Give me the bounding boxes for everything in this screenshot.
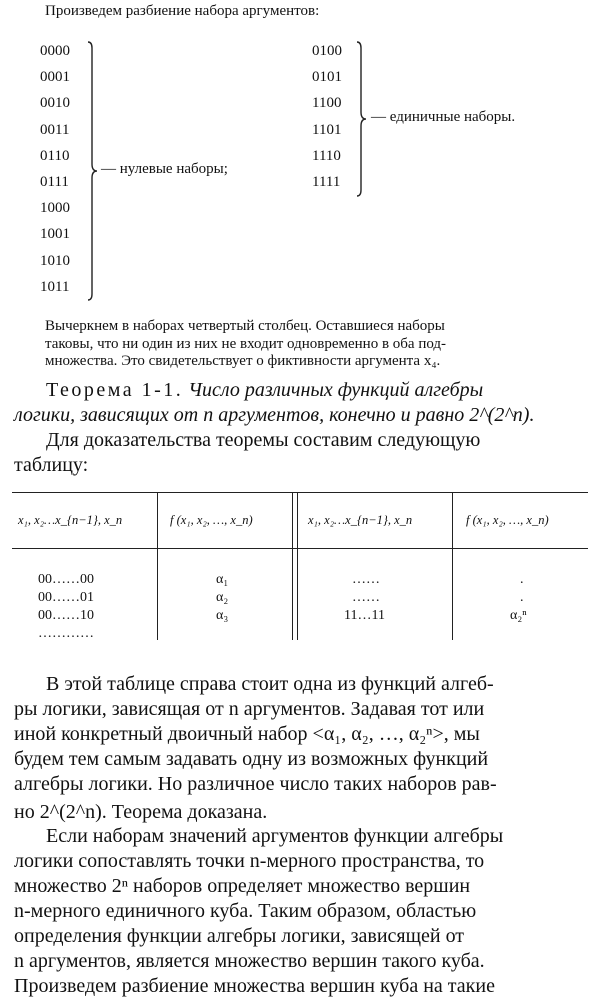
table-cell: …… [352, 572, 380, 587]
remark-line-3: множества. Это свидетельствует о фиктивности аргумента x₄. [45, 353, 441, 369]
table-rule [12, 548, 588, 549]
list-item: 0010 [40, 95, 70, 112]
table-header: f (x₁, x₂, …, x_n) [466, 513, 549, 527]
table-cell: α₁ [216, 572, 229, 587]
theorem [14, 378, 586, 478]
theorem-line-2 [14, 403, 586, 428]
text-line: Если наборам значений аргументов функции алгебры [46, 825, 504, 847]
list-item: 0100 [312, 43, 342, 59]
list-item: 0101 [312, 69, 342, 86]
text-line: алгебры логики. Но различное число таких наборов рав- [14, 773, 497, 795]
table-divider [297, 492, 298, 640]
truth-table [12, 492, 588, 640]
table-cell: . [520, 590, 524, 605]
text-line: множество 2ⁿ наборов определяет множество вершин [14, 875, 471, 897]
theorem-statement-2: логики, зависящих от n аргументов, конечно и равно 2^(2^n). [14, 404, 535, 426]
zero-sets-list [40, 38, 70, 300]
text-line: будем тем самым задавать одну из возможных функций [14, 748, 489, 770]
list-item: 1001 [40, 226, 70, 243]
table-cell: 11…11 [344, 608, 385, 623]
paragraph-1 [14, 672, 586, 825]
unit-sets-label: — единичные наборы. [371, 109, 516, 125]
table-cell: α₂ⁿ [510, 608, 527, 623]
text-line: логики сопоставлять точки n-мерного пространства, то [14, 850, 485, 872]
table-divider [452, 492, 453, 640]
list-item: 0000 [40, 43, 70, 59]
text-line: иной конкретный двоичный набор <α₁, α₂, …, α₂ⁿ>, мы [14, 723, 480, 745]
table-header: f (x₁, x₂, …, x_n) [170, 513, 253, 527]
zero-sets-brace [86, 40, 100, 302]
remark-line-1: Вычеркнем в наборах четвертый столбец. Оставшиеся наборы [45, 318, 445, 334]
text-line: n-мерного единичного куба. Таким образом, областью [14, 900, 477, 922]
unit-sets-list [312, 38, 342, 195]
table-header: x₁, x₂…x_{n−1}, x_n [18, 513, 123, 527]
list-item: 0110 [40, 147, 70, 164]
list-item: 1101 [312, 121, 342, 138]
list-item: 1011 [40, 278, 70, 295]
text-line: определения функции алгебры логики, зависящей от [14, 925, 465, 947]
table-cell: . [520, 572, 524, 587]
proof-intro-1: Для доказательства теоремы составим следующую [46, 429, 481, 451]
list-item: 1110 [312, 147, 341, 164]
text-line: но 2^(2^n). Теорема доказана. [14, 801, 268, 823]
list-item: 0111 [40, 174, 69, 191]
proof-intro-2: таблицу: [14, 454, 89, 476]
zero-sets-label: — нулевые наборы; [101, 161, 228, 177]
table-header: x₁, x₂…x_{n−1}, x_n [308, 513, 413, 527]
table-divider [292, 492, 293, 640]
text-line: ры логики, зависящая от n аргументов. Задавая тот или [14, 698, 485, 720]
table-cell: 00……00 [38, 572, 94, 587]
list-item: 0001 [40, 69, 70, 86]
list-item: 1111 [312, 174, 341, 191]
paragraph-2 [14, 824, 586, 999]
theorem-line-1 [14, 378, 586, 403]
list-item: 1000 [40, 200, 70, 217]
theorem-heading: Теорема 1-1. [46, 379, 184, 401]
list-item: 0011 [40, 121, 70, 138]
table-cell: α₃ [216, 608, 229, 623]
remark-line-2: таковы, что ни один из них не входит одновременно в оба под- [45, 336, 447, 352]
table-cell: 00……01 [38, 590, 94, 605]
table-divider [157, 492, 158, 640]
table-cell: …… [352, 590, 380, 605]
table-rule [12, 492, 588, 493]
intro-line: Произведем разбиение набора аргументов: [45, 3, 320, 19]
list-item: 1100 [312, 95, 342, 112]
text-line: n аргументов, является множество вершин такого куба. [14, 950, 485, 972]
text-line: Произведем разбиение множества вершин куба на такие [14, 975, 495, 997]
table-cell: α₂ [216, 590, 229, 605]
unit-sets-brace [355, 40, 369, 198]
list-item: 1010 [40, 252, 70, 269]
theorem-statement-1: Число различных функций алгебры [188, 379, 484, 401]
table-cell: ………… [38, 626, 94, 641]
table-cell: 00……10 [38, 608, 94, 623]
text-line: В этой таблице справа стоит одна из функций алгеб- [46, 673, 494, 695]
